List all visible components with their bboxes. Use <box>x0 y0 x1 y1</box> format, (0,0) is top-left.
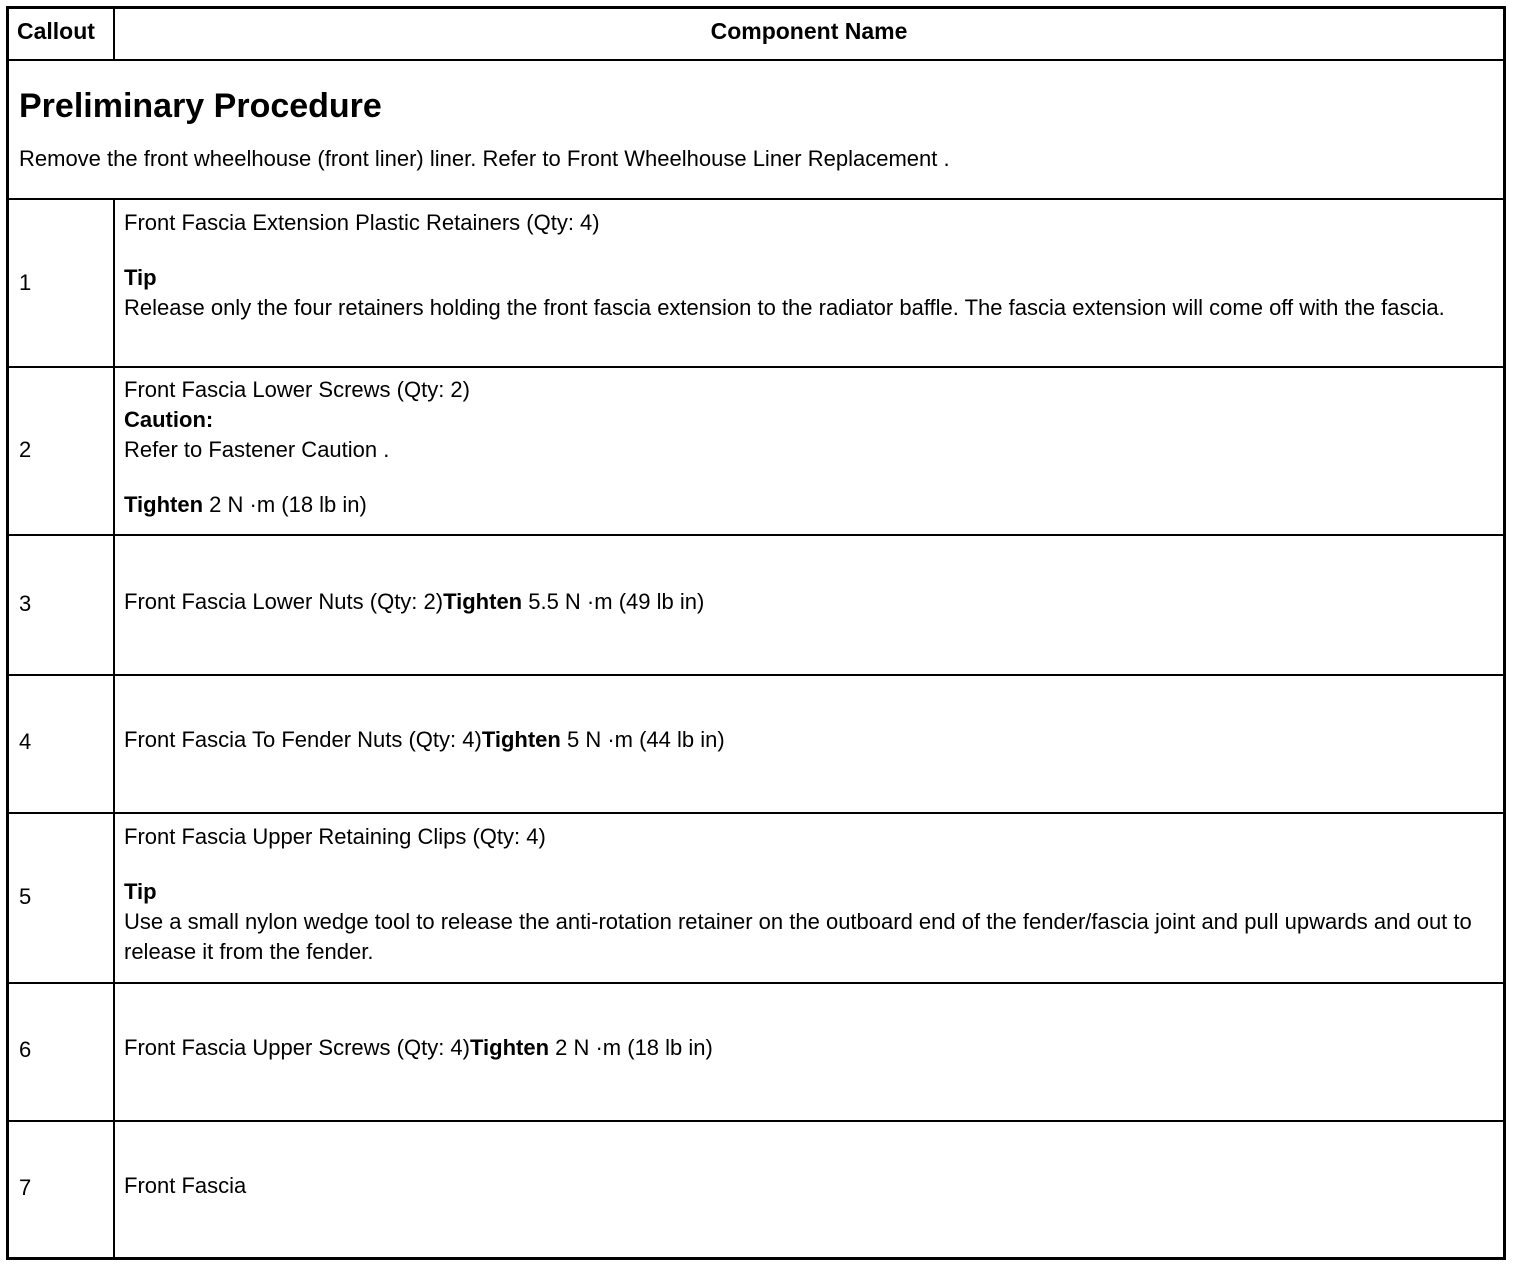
torque-spec <box>124 490 1484 520</box>
component-table <box>6 6 1506 1260</box>
component-name: Front Fascia To Fender Nuts (Qty: 4) <box>124 727 482 752</box>
tip-text: Use a small nylon wedge tool to release the anti-rotation retainer on the outboard end of the fender/fascia joint and pull upwards and out to release it from the fender. <box>124 909 1472 964</box>
component-name: Front Fascia Upper Screws (Qty: 4) <box>124 1035 470 1060</box>
column-divider <box>113 198 115 1260</box>
preliminary-title: Preliminary Procedure <box>19 87 382 125</box>
callout-number: 7 <box>19 1175 32 1200</box>
table-row <box>124 208 1484 323</box>
callout-number: 4 <box>19 729 32 754</box>
tip-label: Tip <box>124 879 157 904</box>
column-divider <box>113 9 115 59</box>
table-row <box>124 725 1484 755</box>
preliminary-text: Remove the front wheelhouse (front liner) liner. Refer to Front Wheelhouse Liner Replacement . <box>19 146 950 171</box>
row-divider <box>9 982 1503 984</box>
callout-number: 2 <box>19 437 32 462</box>
tighten-label: Tighten <box>124 492 204 517</box>
tighten-label: Tighten <box>481 727 561 752</box>
table-row <box>124 587 1484 617</box>
callout-number: 5 <box>19 884 32 909</box>
tighten-value: 2 N ·m (18 lb in) <box>203 492 367 517</box>
caution-label: Caution: <box>124 407 214 432</box>
tighten-label: Tighten <box>443 589 523 614</box>
row-divider <box>9 674 1503 676</box>
component-name: Front Fascia Lower Nuts (Qty: 2) <box>124 589 444 614</box>
header-component-name: Component Name <box>710 18 908 44</box>
tip-label: Tip <box>124 265 157 290</box>
row-divider <box>9 1120 1503 1122</box>
table-row <box>124 375 1484 520</box>
header-callout: Callout <box>17 18 95 44</box>
caution-text: Refer to Fastener Caution . <box>124 437 390 462</box>
row-divider <box>9 366 1503 368</box>
callout-number: 6 <box>19 1037 32 1062</box>
table-row <box>124 822 1484 967</box>
component-name: Front Fascia Extension Plastic Retainers (Qty: 4) <box>124 210 600 235</box>
component-name: Front Fascia Lower Screws (Qty: 2) <box>124 377 470 402</box>
tighten-value: 5.5 N ·m (49 lb in) <box>522 589 705 614</box>
component-name: Front Fascia Upper Retaining Clips (Qty: 4) <box>124 824 546 849</box>
table-row <box>124 1033 1484 1063</box>
tighten-value: 5 N ·m (44 lb in) <box>560 727 725 752</box>
row-divider <box>9 812 1503 814</box>
tip-text: Release only the four retainers holding the front fascia extension to the radiator baffle. The fascia extension will come off with the fascia. <box>124 295 1445 320</box>
callout-number: 3 <box>19 591 32 616</box>
row-divider <box>9 534 1503 536</box>
table-row <box>124 1171 1484 1201</box>
row-divider <box>9 59 1503 61</box>
component-name: Front Fascia <box>124 1173 247 1198</box>
tighten-label: Tighten <box>469 1035 550 1060</box>
tighten-value: 2 N ·m (18 lb in) <box>549 1035 713 1060</box>
callout-number: 1 <box>19 270 32 295</box>
row-divider <box>9 198 1503 200</box>
